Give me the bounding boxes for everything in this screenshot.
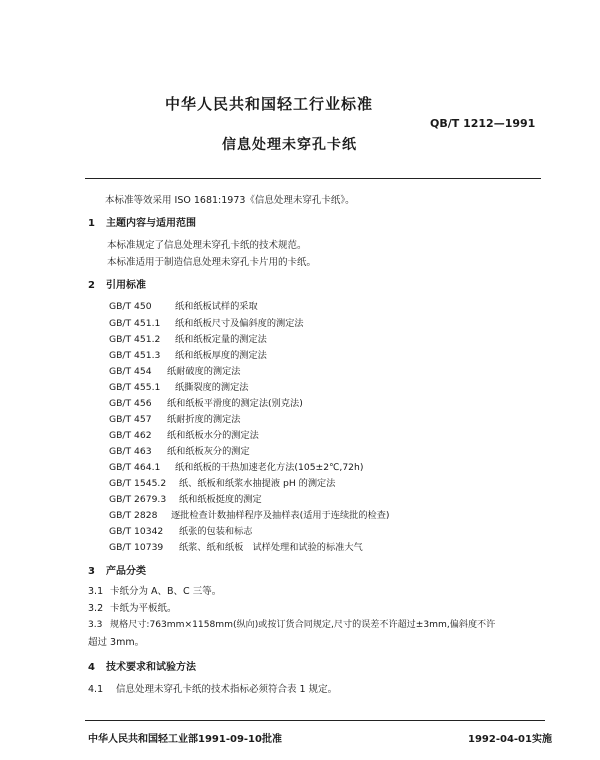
reference-title: 纸耐折度的测定法 xyxy=(167,414,241,425)
reference-code: GB/T 455.1 xyxy=(109,382,161,393)
reference-item xyxy=(109,331,267,345)
clause-number: 4.1 xyxy=(88,684,104,695)
section-title: 产品分类 xyxy=(106,566,146,577)
reference-item xyxy=(109,539,363,553)
section-title: 主题内容与适用范围 xyxy=(106,218,196,229)
reference-item xyxy=(109,363,241,377)
reference-code: GB/T 457 xyxy=(109,414,152,425)
document-title: 中华人民共和国轻工行业标准 xyxy=(165,95,374,113)
reference-item xyxy=(109,443,250,457)
section-number: 3 xyxy=(88,566,95,577)
reference-code: GB/T 451.3 xyxy=(109,350,161,361)
reference-code: GB/T 2679.3 xyxy=(109,494,167,505)
clause-number: 3.3 xyxy=(88,620,103,630)
reference-code: GB/T 463 xyxy=(109,446,152,457)
paragraph: 本标准适用于制造信息处理未穿孔卡片用的卡纸。 xyxy=(107,257,317,268)
paragraph: 本标准规定了信息处理未穿孔卡纸的技术规范。 xyxy=(107,240,307,251)
section-heading xyxy=(88,562,146,577)
reference-item xyxy=(109,411,241,425)
reference-title: 纸和纸板平滑度的测定法(别克法) xyxy=(167,398,303,409)
reference-code: GB/T 462 xyxy=(109,430,152,441)
section-heading xyxy=(88,276,146,291)
reference-title: 纸和纸板的干热加速老化方法(105±2℃,72h) xyxy=(175,462,364,473)
reference-title: 逐批检查计数抽样程序及抽样表(适用于连续批的检查) xyxy=(171,510,390,521)
reference-title: 纸和纸板水分的测定法 xyxy=(167,430,259,441)
reference-title: 纸和纸板挺度的测定 xyxy=(179,494,262,505)
reference-title: 纸张的包装和标志 xyxy=(179,526,253,537)
implementation-date: 1992-04-01实施 xyxy=(468,734,552,745)
reference-title: 纸和纸板灰分的测定 xyxy=(167,446,250,457)
clause-text: 卡纸分为 A、B、C 三等。 xyxy=(110,586,222,597)
clause-text: 卡纸为平板纸。 xyxy=(110,603,177,614)
reference-title: 纸和纸板定量的测定法 xyxy=(175,334,267,345)
reference-item xyxy=(109,427,259,441)
reference-item xyxy=(109,347,267,361)
reference-code: GB/T 451.2 xyxy=(109,334,161,345)
reference-code: GB/T 454 xyxy=(109,366,152,377)
clause-continuation: 超过 3mm。 xyxy=(88,637,145,648)
section-title: 技术要求和试验方法 xyxy=(106,662,196,673)
reference-code: GB/T 10739 xyxy=(109,542,164,553)
clause xyxy=(88,681,337,695)
reference-item xyxy=(109,379,249,393)
clause-text: 信息处理未穿孔卡纸的技术指标必须符合表 1 规定。 xyxy=(116,684,338,695)
reference-code: GB/T 451.1 xyxy=(109,318,161,329)
reference-item xyxy=(109,523,253,537)
standard-code: QB/T 1212—1991 xyxy=(430,117,536,130)
reference-code: GB/T 456 xyxy=(109,398,152,409)
header-rule xyxy=(85,178,541,179)
clause xyxy=(88,600,177,614)
reference-title: 纸撕裂度的测定法 xyxy=(175,382,249,393)
clause-text: 规格尺寸:763mm×1158mm(纵向)或按订货合同规定,尺寸的误差不许超过±3mm,偏斜度不许 xyxy=(110,620,496,630)
clause-number: 3.1 xyxy=(88,586,104,597)
reference-item xyxy=(109,475,335,489)
clause-number: 3.2 xyxy=(88,603,104,614)
reference-item xyxy=(109,459,363,473)
section-number: 1 xyxy=(88,218,95,229)
reference-code: GB/T 2828 xyxy=(109,510,158,521)
reference-item xyxy=(109,491,262,505)
section-heading xyxy=(88,214,196,229)
clause xyxy=(88,583,221,597)
reference-title: 纸和纸板试样的采取 xyxy=(175,301,258,312)
reference-item xyxy=(109,315,304,329)
reference-title: 纸、纸板和纸浆水抽提液 pH 的测定法 xyxy=(179,478,336,489)
reference-code: GB/T 10342 xyxy=(109,526,164,537)
reference-title: 纸浆、纸和纸板 试样处理和试验的标准大气 xyxy=(179,542,363,553)
reference-code: GB/T 464.1 xyxy=(109,462,161,473)
reference-item xyxy=(109,298,258,312)
reference-item xyxy=(109,507,389,521)
clause xyxy=(88,617,495,630)
footer-rule xyxy=(85,720,545,721)
reference-item xyxy=(109,395,303,409)
document-subtitle: 信息处理未穿孔卡纸 xyxy=(222,137,357,153)
reference-title: 纸和纸板厚度的测定法 xyxy=(175,350,267,361)
section-heading xyxy=(88,658,196,673)
section-title: 引用标准 xyxy=(106,280,146,291)
reference-title: 纸耐破度的测定法 xyxy=(167,366,241,377)
section-number: 2 xyxy=(88,280,95,291)
section-number: 4 xyxy=(88,662,95,673)
reference-code: GB/T 1545.2 xyxy=(109,478,167,489)
intro-text: 本标准等效采用 ISO 1681:1973《信息处理未穿孔卡纸》。 xyxy=(105,195,355,206)
approval-date: 中华人民共和国轻工业部1991-09-10批准 xyxy=(88,734,282,745)
reference-code: GB/T 450 xyxy=(109,301,152,312)
reference-title: 纸和纸板尺寸及偏斜度的测定法 xyxy=(175,318,304,329)
